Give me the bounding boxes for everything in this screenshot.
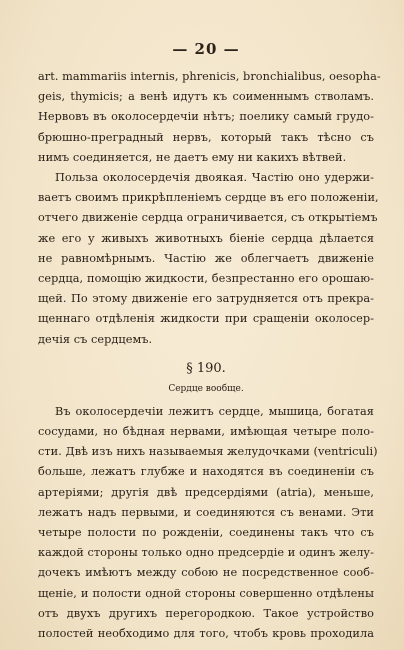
text-line: ваетъ своимъ прикрѣпленіемъ сердце въ его положеніи, bbox=[38, 191, 379, 205]
text-line: Въ околосердечіи лежитъ сердце, мышица, богатая bbox=[55, 404, 374, 418]
text-line: же его у живыхъ животныхъ біеніе сердца дѣлается bbox=[38, 231, 374, 245]
text-line: больше, лежатъ глубже и находятся въ соединеніи съ bbox=[38, 465, 374, 479]
text-line: отчего движеніе сердца ограничивается, съ открытіемъ bbox=[38, 211, 378, 225]
text-line: Нервовъ въ околосердечіи нѣтъ; поелику самый грудо- bbox=[38, 110, 374, 124]
text-line: art. mammariis internis, phrenicis, bronchialibus, oesopha- bbox=[38, 70, 381, 83]
text-line: брюшно-преградный нервъ, который такъ тѣсно съ bbox=[38, 130, 374, 144]
text-line: каждой стороны только одно предсердіе и одинъ желу- bbox=[38, 546, 374, 560]
paragraph-heart-general bbox=[38, 402, 378, 644]
text-line: сти. Двѣ изъ нихъ называемыя желудочками (ventriculi) bbox=[38, 445, 378, 459]
text-line: сосудами, но бѣдная нервами, имѣющая четыре поло- bbox=[38, 425, 374, 439]
paragraph-pericardium-use bbox=[38, 168, 379, 350]
text-line: дочекъ имѣютъ между собою не посредственное сооб- bbox=[38, 566, 374, 580]
text-line: щеніе, и полости одной стороны совершенно отдѣлены bbox=[38, 586, 374, 600]
paragraph-pericardium-vessels bbox=[38, 67, 381, 168]
text-line: лежатъ надъ первыми, и соединяются съ венами. Эти bbox=[38, 505, 374, 519]
text-line: нимъ соединяется, не даетъ ему ни какихъ вѣтвей. bbox=[38, 150, 347, 164]
text-line: полостей необходимо для того, чтобъ кровь проходила bbox=[38, 627, 374, 641]
page-number: — 20 — bbox=[172, 40, 240, 58]
text-line: Польза околосердечія двоякая. Частію оно удержи- bbox=[55, 171, 374, 185]
text-line: артеріями; другія двѣ предсердіями (atria), меньше, bbox=[38, 485, 374, 499]
text-line: не равномѣрнымъ. Частію же облегчаетъ движеніе bbox=[38, 251, 374, 265]
text-line: дечія съ сердцемъ. bbox=[38, 332, 153, 346]
section-number: § 190. bbox=[186, 360, 226, 376]
text-line: geis, thymicis; а венѣ идутъ къ соименнымъ стволамъ. bbox=[38, 90, 374, 104]
text-line: сердца, помощію жидкости, безпрестанно его орошаю- bbox=[38, 272, 374, 286]
text-line: щеннаго отдѣленія жидкости при сращеніи околосер- bbox=[38, 312, 374, 326]
text-line: четыре полости по рожденіи, соединены такъ что съ bbox=[38, 526, 374, 540]
text-line: щей. По этому движеніе его затрудняется отъ прекра- bbox=[38, 292, 374, 306]
section-title: Сердце вообще. bbox=[168, 383, 244, 394]
text-line: отъ двухъ другихъ перегородкою. Такое устройство bbox=[38, 606, 374, 620]
